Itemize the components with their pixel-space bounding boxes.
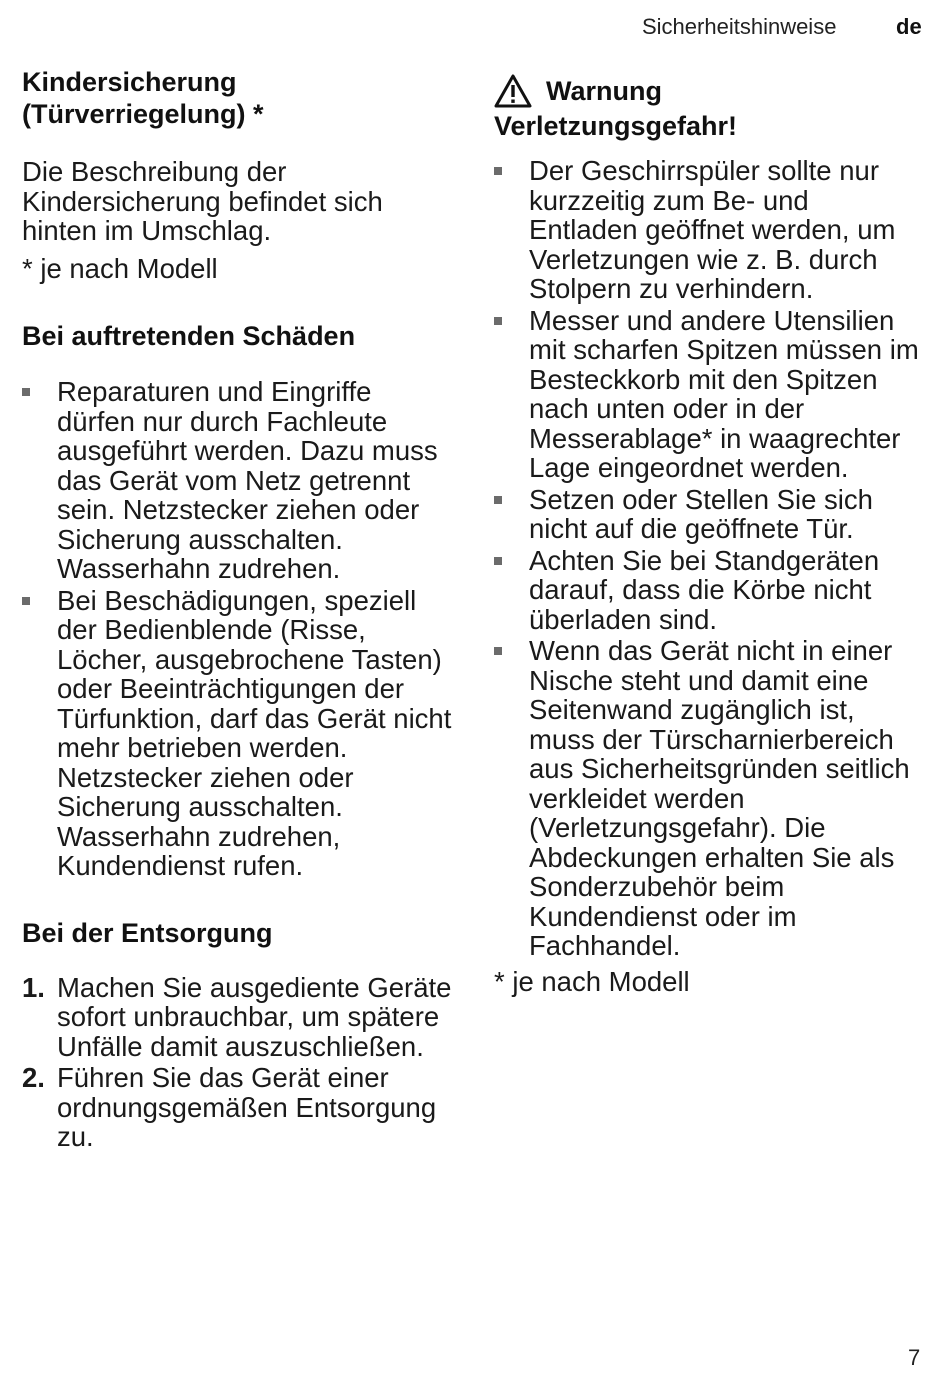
damage-item-text: Reparaturen und Eingriffe dürfen nur durch Fachleute ausgeführt werden. Dazu muss das Gerät vom Netz getrennt sein. Netzstecker ziehen oder Sicherung ausschalten. Wasserhahn zudrehen. bbox=[57, 376, 438, 584]
warning-item-text: Achten Sie bei Standgeräten darauf, dass die Körbe nicht überladen sind. bbox=[529, 544, 880, 635]
childlock-heading-line2: (Türverriegelung) * bbox=[22, 99, 264, 129]
list-item bbox=[22, 586, 452, 881]
warning-section bbox=[494, 74, 924, 996]
warning-item-text: Setzen oder Stellen Sie sich nicht auf die geöffnete Tür. bbox=[529, 483, 873, 544]
childlock-heading-line1: Kindersicherung bbox=[22, 67, 237, 97]
bullet-square-icon bbox=[494, 167, 502, 175]
bullet-square-icon bbox=[494, 496, 502, 504]
disposal-section bbox=[22, 917, 452, 1152]
step-number: 1. bbox=[22, 971, 45, 1003]
bullet-square-icon bbox=[494, 647, 502, 655]
step-number: 2. bbox=[22, 1062, 45, 1093]
warning-item-text: Wenn das Gerät nicht in einer Nische steht und damit eine Seitenwand zugänglich ist, muss der Türscharnierbereich aus Sicherheitsgründen seitlich verkleidet werden (Verletzungsgefahr). Die Abdeckungen erhalten Sie als Sonderzubehör beim Kundendienst oder im Fachhandel. bbox=[529, 635, 910, 961]
damage-heading: Bei auftretenden Schäden bbox=[22, 321, 356, 351]
warning-item-text: Messer und andere Utensilien mit scharfen Spitzen müssen im Besteckkorb mit den Spitzen nach unten oder in der Messerablage* in waagrechter Lage eingeordnet werden. bbox=[529, 304, 919, 483]
warning-subtitle: Verletzungsgefahr! bbox=[494, 111, 738, 141]
right-column bbox=[494, 66, 924, 996]
list-item bbox=[22, 377, 452, 584]
warning-title: Warnung bbox=[546, 76, 662, 106]
disposal-heading: Bei der Entsorgung bbox=[22, 917, 273, 948]
childlock-section bbox=[22, 66, 452, 283]
warning-heading bbox=[494, 74, 924, 108]
left-column bbox=[22, 66, 452, 1154]
list-item bbox=[494, 156, 924, 304]
list-item bbox=[22, 973, 452, 1062]
disposal-steps bbox=[22, 973, 452, 1152]
warning-item-text: Der Geschirrspüler sollte nur kurzzeitig zum Be- und Entladen geöffnet werden, um Verletzungen wie z. B. durch Stolpern zu verhindern. bbox=[529, 155, 896, 304]
header-language-code: de bbox=[896, 14, 922, 39]
list-item bbox=[494, 636, 924, 961]
damage-section bbox=[22, 320, 452, 881]
list-item bbox=[494, 546, 924, 635]
damage-list bbox=[22, 377, 452, 881]
page-number: 7 bbox=[908, 1345, 921, 1370]
bullet-square-icon bbox=[22, 597, 30, 605]
bullet-square-icon bbox=[494, 557, 502, 565]
childlock-text: Die Beschreibung der Kindersicherung befindet sich hinten im Umschlag. bbox=[22, 156, 383, 246]
step-text: Machen Sie ausgediente Geräte sofort unbrauchbar, um spätere Unfälle damit auszuschließen. bbox=[57, 971, 452, 1062]
bullet-square-icon bbox=[22, 388, 30, 396]
warning-note: * je nach Modell bbox=[494, 965, 690, 997]
list-item bbox=[22, 1063, 452, 1152]
list-item bbox=[494, 306, 924, 483]
list-item bbox=[494, 485, 924, 544]
childlock-note: * je nach Modell bbox=[22, 252, 218, 284]
bullet-square-icon bbox=[494, 317, 502, 325]
step-text: Führen Sie das Gerät einer ordnungsgemäßen Entsorgung zu. bbox=[57, 1062, 437, 1152]
header-section-title: Sicherheitshinweise bbox=[642, 14, 837, 39]
warning-list bbox=[494, 156, 924, 961]
warning-triangle-icon bbox=[494, 74, 532, 108]
damage-item-text: Bei Beschädigungen, speziell der Bedienblende (Risse, Löcher, ausgebrochene Tasten) oder Beeinträchtigungen der Türfunktion, darf das Gerät nicht mehr betrieben werden. Netzstecker ziehen oder Sicherung ausschalten. Wasserhahn zudrehen, Kundendienst rufen. bbox=[57, 584, 452, 881]
childlock-heading bbox=[22, 66, 452, 130]
